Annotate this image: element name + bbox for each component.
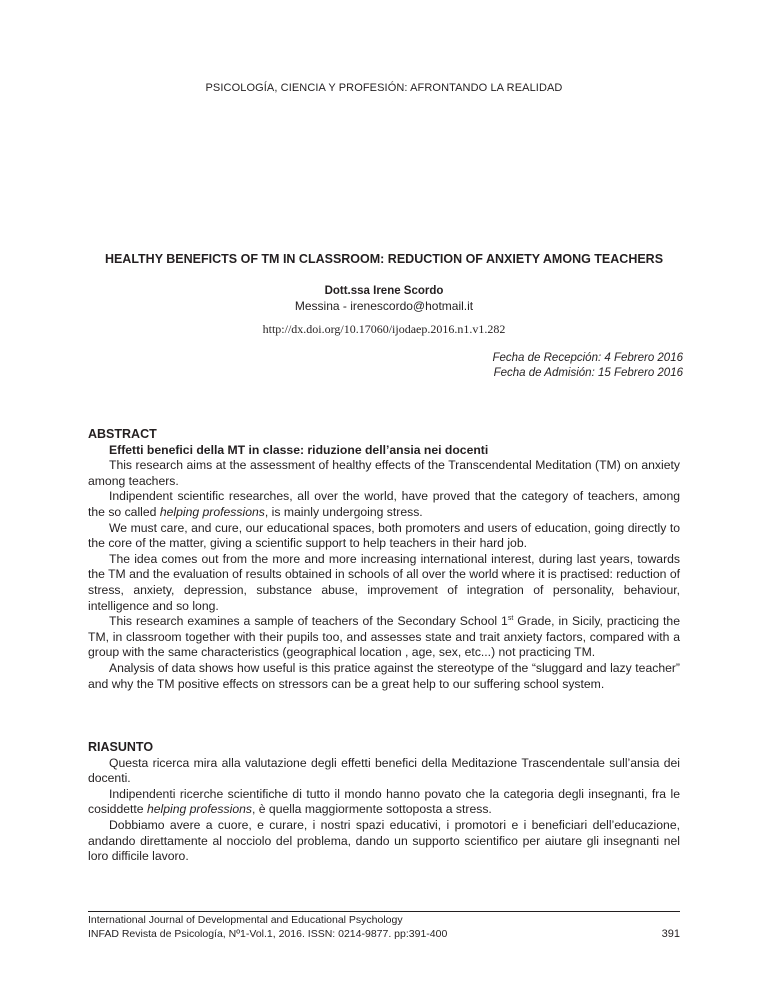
doi-link[interactable]: http://dx.doi.org/10.17060/ijodaep.2016.n1.v1.282 [262,322,506,336]
abstract-heading: ABSTRACT [88,427,157,441]
page-number: 391 [661,928,680,940]
abstract-paragraph: This research aims at the assessment of healthy effects of the Transcendental Meditation (TM) on anxiety among teachers. [88,458,680,488]
riasunto-paragraph: Indipendenti ricerche scientifiche di tutto il mondo hanno povato che la categoria degli insegnanti, fra le cosiddette helping professions, è quella maggiormente sottoposta a stress. [88,786,680,817]
footer [88,914,680,941]
accepted-date: Fecha de Admisión: 15 Febrero 2016 [493,367,683,379]
riasunto-heading: RIASUNTO [88,740,154,754]
journal-name: International Journal of Developmental and Educational Psychology [88,914,403,926]
riasunto-section [88,740,680,865]
abstract-section [88,427,680,692]
abstract-paragraph: This research examines a sample of teachers of the Secondary School 1st Grade, in Sicily, practicing the TM, in classroom together with their pupils too, and assesses state and trait anxiety factors, compared with a group with the same characteristics (geographical location , age, sex, etc...) not practicing TM. [88,614,680,660]
abstract-paragraph: The idea comes out from the more and more increasing international interest, during last years, towards the TM and the evaluation of results obtained in schools of all over the world where it is practised: reduction of stress, anxiety, depression, substance abuse, improvement of integration of personality, behaviour, intelligence and so long. [88,551,680,613]
article-title: HEALTHY BENEFICTS OF TM IN CLASSROOM: REDUCTION OF ANXIETY AMONG TEACHERS [104,252,664,266]
running-head: PSICOLOGÍA, CIENCIA Y PROFESIÓN: AFRONTANDO LA REALIDAD [205,82,563,94]
abstract-paragraph: We must care, and cure, our educational spaces, both promoters and users of education, going directly to the core of the matter, giving a scientific support to help teachers in their hard job. [88,520,680,551]
author-name: Dott.ssa Irene Scordo [324,285,444,297]
submission-dates [492,351,683,381]
journal-citation: INFAD Revista de Psicología, Nº1-Vol.1, 2016. ISSN: 0214-9877. pp:391-400 [88,927,448,940]
received-date: Fecha de Recepción: 4 Febrero 2016 [492,352,683,364]
riasunto-paragraph: Dobbiamo avere a cuore, e curare, i nostri spazi educativi, i promotori e i beneficiari dell’educazione, andando direttamente al nocciolo del problema, dando un supporto scientifico per aiutare gli insegnanti nel loro difficile lavoro. [88,817,680,864]
footer-divider [88,911,680,912]
abstract-paragraph: Analysis of data shows how useful is this pratice against the stereotype of the “sluggard and lazy teacher” and why the TM positive effects on stressors can be a great help to our suffering school system. [88,660,680,691]
abstract-paragraph: Indipendent scientific researches, all over the world, have proved that the category of teachers, among the so called helping professions, is mainly undergoing stress. [88,489,680,519]
abstract-subtitle: Effetti benefici della MT in classe: riduzione dell’ansia nei docenti [109,442,489,457]
author-affiliation: Messina - irenescordo@hotmail.it [294,299,474,313]
riasunto-paragraph: Questa ricerca mira alla valutazione degli effetti benefici della Meditazione Trascendentale sull’ansia dei docenti. [88,755,680,786]
